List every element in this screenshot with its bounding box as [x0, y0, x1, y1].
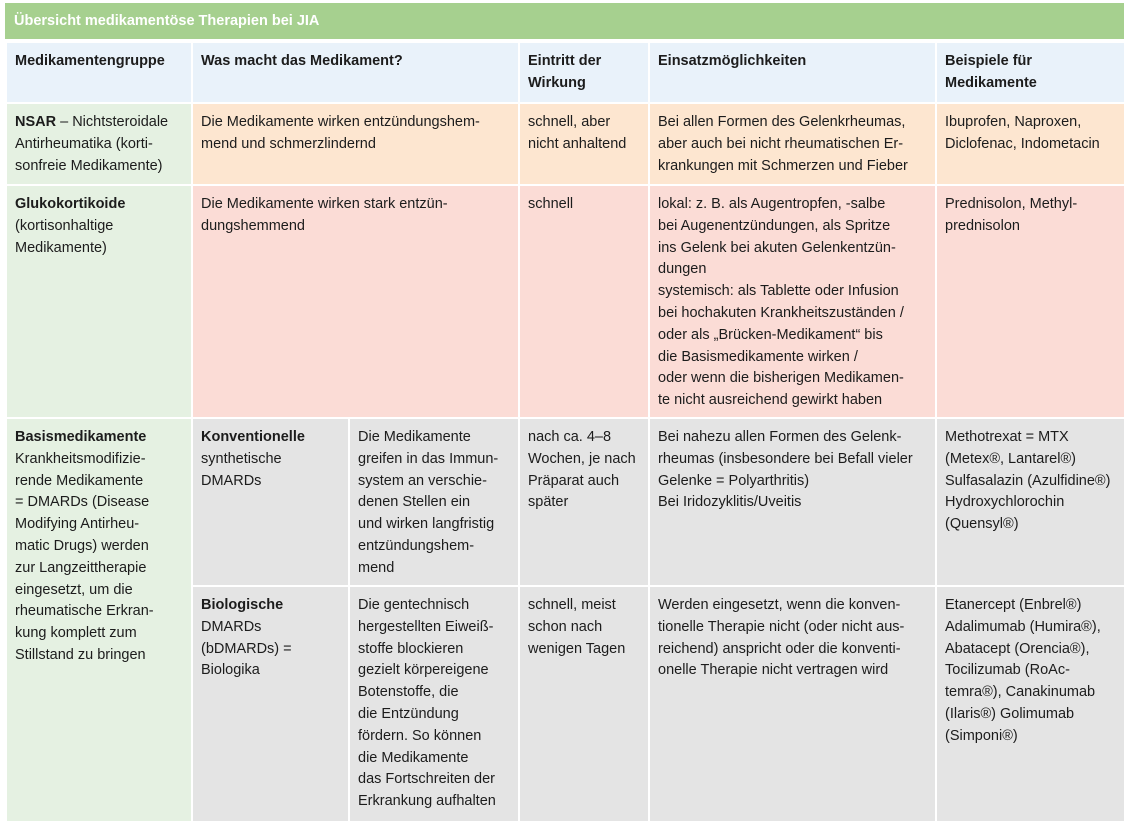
- header-what: Was macht das Medikament?: [192, 42, 519, 103]
- konv-usage: Bei nahezu allen Formen des Gelenk- rheumas (insbesondere bei Befall vieler Gelenke = Polyarthritis) Bei Iridozyklitis/Uveitis: [649, 418, 936, 586]
- basis-group-cell: [6, 418, 192, 822]
- therapy-overview: [5, 3, 1124, 823]
- konv-subgroup: [192, 418, 349, 586]
- bio-onset: schnell, meist schon nach wenigen Tagen: [519, 586, 649, 822]
- gluko-what: Die Medikamente wirken stark entzün- dungshemmend: [192, 185, 519, 418]
- gluko-group-name: Glukokortikoide: [15, 196, 126, 212]
- gluko-usage: lokal: z. B. als Augentropfen, -salbe bei Augenentzündungen, als Spritze ins Gelenk bei akuten Gelenkentzün- dungen systemisch: als Tablette oder Infusion bei hochakuten Krankheitszuständen / oder als „Brücken-Medikament“ bis die Basismedikamente wirken / oder wenn die bisherigen Medikamen- te nicht ausreichend gewirkt haben: [649, 185, 936, 418]
- table-row: [6, 103, 1125, 185]
- basis-group-name: Basismedikamente: [15, 429, 147, 445]
- nsar-group-name: NSAR: [15, 114, 57, 130]
- konv-subgroup-desc: synthetische DMARDs: [201, 450, 282, 489]
- gluko-group-desc: (kortisonhaltige Medikamente): [15, 217, 114, 256]
- bio-subgroup: [192, 586, 349, 822]
- bio-examples: Etanercept (Enbrel®) Adalimumab (Humira®), Abatacept (Orencia®), Tocilizumab (RoAc- temra®), Canakinumab (Ilaris®) Golimumab (Simponi®): [936, 586, 1125, 822]
- konv-onset: nach ca. 4–8 Wochen, je nach Präparat auch später: [519, 418, 649, 586]
- therapy-table: [5, 41, 1126, 823]
- konv-subgroup-name: Konventionelle: [201, 429, 305, 445]
- header-group: Medikamentengruppe: [6, 42, 192, 103]
- header-onset: Eintritt der Wirkung: [519, 42, 649, 103]
- gluko-examples: Prednisolon, Methyl- prednisolon: [936, 185, 1125, 418]
- header-examples: Beispiele für Medikamente: [936, 42, 1125, 103]
- konv-what: Die Medikamente greifen in das Immun- system an verschie- denen Stellen ein und wirken langfristig entzündungshem- mend: [349, 418, 519, 586]
- nsar-onset: schnell, aber nicht anhaltend: [519, 103, 649, 185]
- basis-group-desc: Krankheitsmodifizie- rende Medikamente = DMARDs (Disease Modifying Antirheu- matic Drugs) werden zur Langzeittherapie eingesetzt, um die rheumatische Erkran- kung komplett zum Stillstand zu bringen: [15, 450, 154, 663]
- table-row: [6, 185, 1125, 418]
- nsar-usage: Bei allen Formen des Gelenkrheumas, aber auch bei nicht rheumatischen Er- krankungen mit Schmerzen und Fieber: [649, 103, 936, 185]
- header-usage: Einsatzmöglichkeiten: [649, 42, 936, 103]
- bio-subgroup-desc: DMARDs (bDMARDs) = Biologika: [201, 618, 292, 679]
- bio-usage: Werden eingesetzt, wenn die konven- tionelle Therapie nicht (oder nicht aus- reichend) anspricht oder die konventi- onelle Therapie nicht vertragen wird: [649, 586, 936, 822]
- bio-subgroup-name: Biologische: [201, 597, 284, 613]
- gluko-onset: schnell: [519, 185, 649, 418]
- nsar-what: Die Medikamente wirken entzündungshem- mend und schmerzlindernd: [192, 103, 519, 185]
- bio-what: Die gentechnisch hergestellten Eiweiß- stoffe blockieren gezielt körpereigene Botenstoffe, die die Entzündung fördern. So können die Medikamente das Fortschreiten der Erkrankung aufhalten: [349, 586, 519, 822]
- konv-examples: Methotrexat = MTX (Metex®, Lantarel®) Sulfasalazin (Azulfidine®) Hydroxychlorochin (Quensyl®): [936, 418, 1125, 586]
- nsar-group-cell: [6, 103, 192, 185]
- nsar-group-desc: – Nichtsteroidale Antirheumatika (korti- sonfreie Medikamente): [15, 114, 169, 174]
- table-title: Übersicht medikamentöse Therapien bei JIA: [5, 3, 1124, 39]
- gluko-group-cell: [6, 185, 192, 418]
- nsar-examples: Ibuprofen, Naproxen, Diclofenac, Indometacin: [936, 103, 1125, 185]
- header-row: [6, 42, 1125, 103]
- table-row: [6, 418, 1125, 586]
